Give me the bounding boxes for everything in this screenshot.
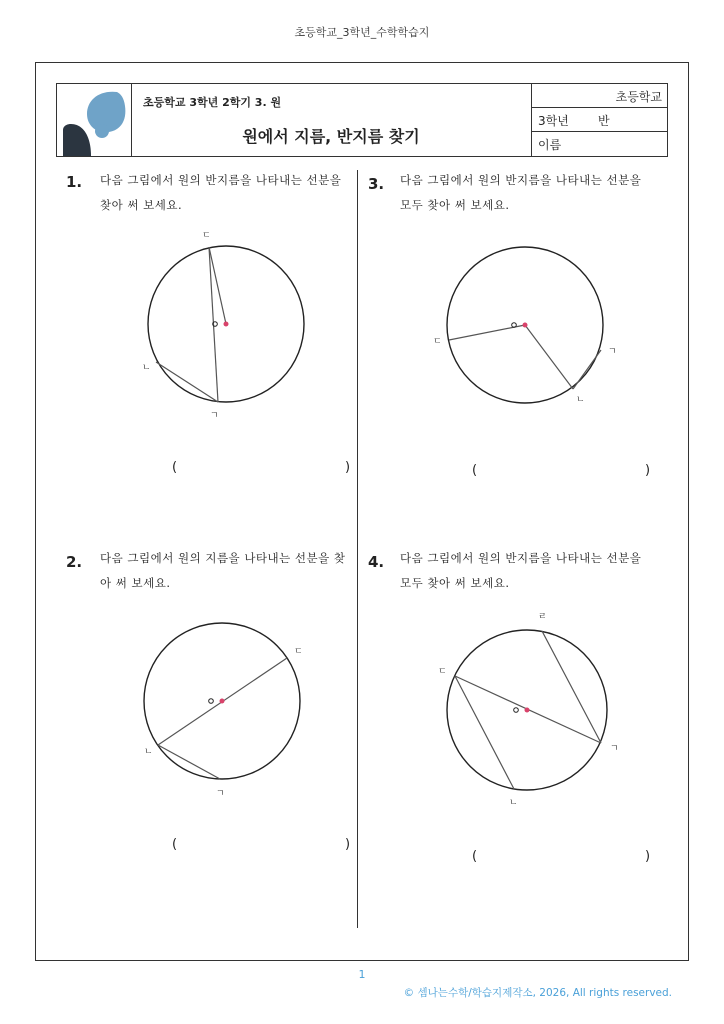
column-divider	[357, 170, 358, 928]
worksheet-title: 원에서 지름, 반지름 찾기	[242, 127, 420, 146]
question-2-line2: 아 써 보세요.	[100, 576, 171, 590]
answer-paren-close: )	[345, 837, 351, 852]
point-label: ㄴ	[142, 363, 151, 373]
point-label: ㄱ	[210, 411, 219, 421]
point-label: ㄱ	[608, 347, 617, 357]
logo	[57, 84, 132, 156]
answer-paren-open: (	[472, 849, 478, 864]
point-label: ㄷ	[202, 231, 211, 241]
answer-paren-close: )	[645, 463, 651, 478]
point-label: ㄹ	[538, 612, 547, 622]
point-label: ㄱ	[610, 744, 619, 754]
question-4-line1: 다음 그림에서 원의 반지름을 나타내는 선분을	[400, 551, 642, 565]
question-4-text	[400, 546, 641, 596]
top-caption: 초등학교_3학년_수학학습지	[294, 26, 430, 39]
question-2-figure	[130, 610, 320, 810]
answer-paren-close: )	[645, 849, 651, 864]
question-3-text	[400, 168, 641, 218]
school-field: 초등학교	[532, 84, 668, 108]
grade-class-field	[532, 108, 668, 132]
question-4-line2: 모두 찾아 써 보세요.	[400, 576, 510, 590]
point-label: ㄴ	[576, 395, 585, 405]
question-3-number: 3.	[368, 175, 385, 193]
question-1-line1: 다음 그림에서 원의 반지름을 나타내는 선분을	[100, 173, 342, 187]
question-2-number: 2.	[66, 553, 83, 571]
class-label: 반	[598, 114, 610, 128]
question-1-line2: 찾아 써 보세요.	[100, 198, 183, 212]
question-1-number: 1.	[66, 173, 83, 191]
question-4-number: 4.	[368, 553, 385, 571]
student-info	[531, 84, 668, 156]
copyright-notice: © 셈나는수학/학습지제작소, 2026, All rights reserved.	[403, 987, 672, 999]
question-4-figure	[430, 605, 630, 815]
title-cell	[131, 84, 531, 156]
answer-paren-open: (	[172, 837, 178, 852]
worksheet-header	[56, 83, 668, 157]
drop-logo-icon	[57, 84, 131, 156]
question-2-text	[100, 546, 346, 596]
question-1-text	[100, 168, 341, 218]
answer-paren-open: (	[472, 463, 478, 478]
grade-label: 3학년	[538, 114, 569, 128]
subject-line: 초등학교 3학년 2학기 3. 원	[143, 96, 282, 109]
question-1-figure	[130, 225, 320, 425]
point-label: ㄷ	[433, 337, 442, 347]
point-label: ㄷ	[438, 667, 447, 677]
point-label: ㄴ	[509, 798, 518, 808]
name-field: 이름	[538, 138, 562, 152]
point-label: ㄷ	[294, 647, 303, 657]
question-3-line2: 모두 찾아 써 보세요.	[400, 198, 510, 212]
point-label: ㄱ	[216, 789, 225, 799]
question-3-figure	[430, 240, 620, 410]
question-3-line1: 다음 그림에서 원의 반지름을 나타내는 선분을	[400, 173, 642, 187]
answer-paren-close: )	[345, 460, 351, 475]
page-number: 1	[358, 968, 366, 981]
question-2-line1: 다음 그림에서 원의 지름을 나타내는 선분을 찾	[100, 551, 346, 565]
point-label: ㄴ	[144, 747, 153, 757]
answer-paren-open: (	[172, 460, 178, 475]
